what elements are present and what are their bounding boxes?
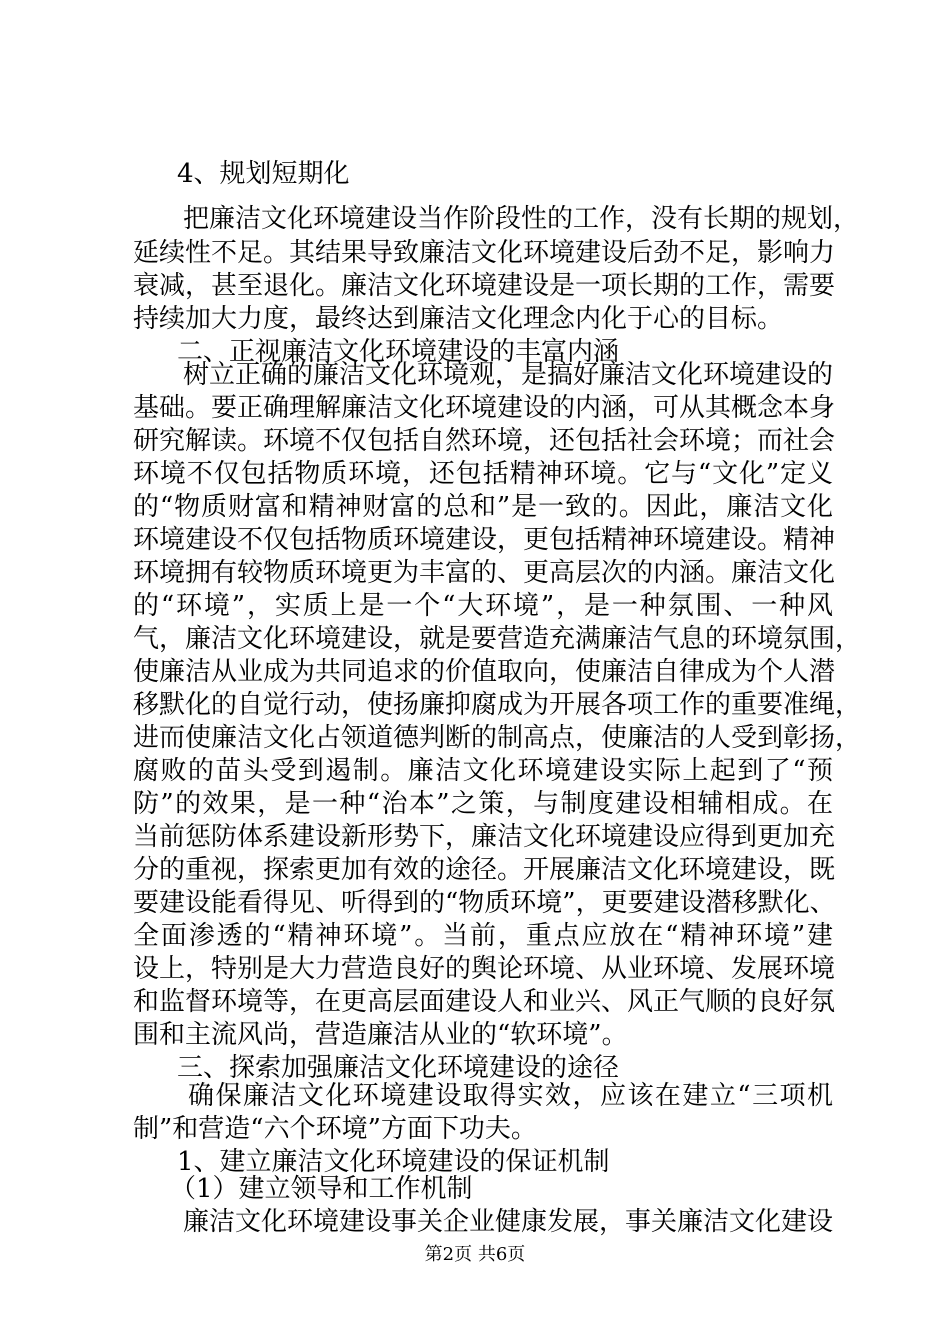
paragraph-line: 制”和营造“六个环境”方面下功夫。	[133, 1114, 537, 1144]
paragraph-line: 防”的效果，是一种“治本”之策，与制度建设相辅相成。在	[133, 789, 833, 819]
paragraph-line: 环境不仅包括物质环境，还包括精神环境。它与“文化”定义	[133, 459, 833, 489]
paragraph-line: 和监督环境等，在更高层面建设人和业兴、风正气顺的良好氛	[133, 987, 836, 1017]
paragraph-line: 把廉洁文化环境建设当作阶段性的工作，没有长期的规划，	[183, 204, 860, 234]
paragraph-line: 的“物质财富和精神财富的总和”是一致的。因此，廉洁文化	[133, 492, 833, 522]
paragraph-line: 移默化的自觉行动，使扬廉抑腐成为开展各项工作的重要准绳，	[133, 690, 862, 720]
heading-short-term-planning: 4、规划短期化	[177, 159, 350, 189]
paragraph-line: 使廉洁从业成为共同追求的价值取向，使廉洁自律成为个人潜	[133, 657, 836, 687]
paragraph-line: 持续加大力度，最终达到廉洁文化理念内化于心的目标。	[133, 304, 784, 334]
paragraph-line: 研究解读。环境不仅包括自然环境，还包括社会环境；而社会	[133, 426, 836, 456]
paragraph-line: 确保廉洁文化环境建设取得实效，应该在建立“三项机	[188, 1081, 833, 1111]
subheading-guarantee-mechanism: 1、建立廉洁文化环境建设的保证机制	[177, 1147, 610, 1177]
page-footer: 第2页 共6页	[424, 1244, 526, 1265]
paragraph-line: 延续性不足。其结果导致廉洁文化环境建设后劲不足，影响力	[133, 238, 836, 268]
paragraph-line: 分的重视，探索更加有效的途径。开展廉洁文化环境建设，既	[133, 855, 836, 885]
paragraph-line: 的“环境”，实质上是一个“大环境”，是一种氛围、一种风	[133, 591, 833, 621]
paragraph-line: 进而使廉洁文化占领道德判断的制高点，使廉洁的人受到彰扬，	[133, 723, 862, 753]
paragraph-line: 当前惩防体系建设新形势下，廉洁文化环境建设应得到更加充	[133, 822, 836, 852]
paragraph-line: 腐败的苗头受到遏制。廉洁文化环境建设实际上起到了“预	[133, 756, 833, 786]
paragraph-line: 衰减，甚至退化。廉洁文化环境建设是一项长期的工作，需要	[133, 271, 836, 301]
paragraph-line: 树立正确的廉洁文化环境观，是搞好廉洁文化环境建设的	[183, 360, 834, 390]
paragraph-line: 全面渗透的“精神环境”。当前，重点应放在“精神环境”建	[133, 921, 833, 951]
paragraph-line: 基础。要正确理解廉洁文化环境建设的内涵，可从其概念本身	[133, 393, 836, 423]
section-heading-3: 三、探索加强廉洁文化环境建设的途径	[177, 1053, 620, 1083]
paragraph-line: 环境建设不仅包括物质环境建设，更包括精神环境建设。精神	[133, 525, 836, 555]
section-heading-2: 二、正视廉洁文化环境建设的丰富内涵	[177, 337, 620, 367]
paragraph-line: 设上，特别是大力营造良好的舆论环境、从业环境、发展环境	[133, 954, 836, 984]
paragraph-line: 围和主流风尚，营造廉洁从业的“软环境”。	[133, 1020, 628, 1050]
subheading-leadership-mechanism: （1）建立领导和工作机制	[170, 1174, 473, 1204]
paragraph-line: 气，廉洁文化环境建设，就是要营造充满廉洁气息的环境氛围，	[133, 624, 862, 654]
paragraph-line: 廉洁文化环境建设事关企业健康发展，事关廉洁文化建设	[183, 1207, 834, 1237]
paragraph-line: 要建设能看得见、听得到的“物质环境”，更要建设潜移默化、	[133, 888, 836, 918]
paragraph-line: 环境拥有较物质环境更为丰富的、更高层次的内涵。廉洁文化	[133, 558, 836, 588]
